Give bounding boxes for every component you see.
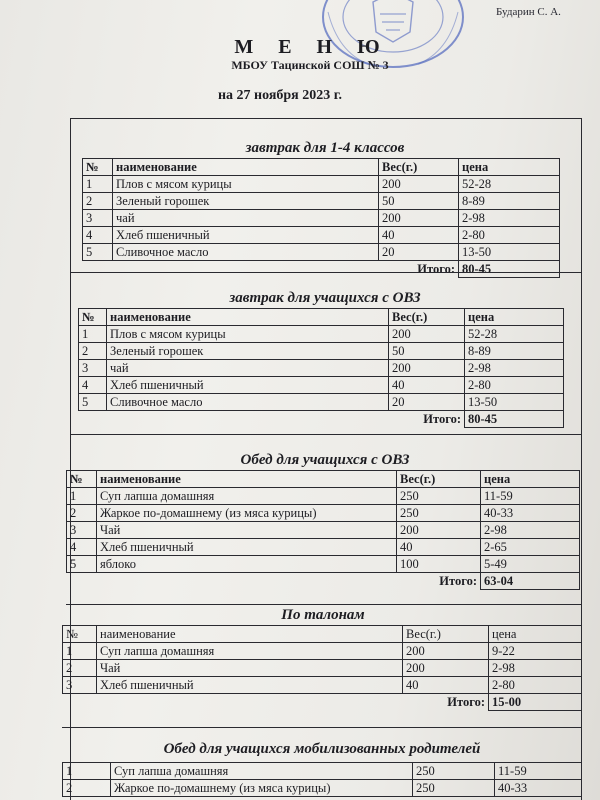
table-row <box>63 660 582 677</box>
table-row <box>63 780 582 797</box>
dish-name: Хлеб пшеничный <box>113 227 379 244</box>
dish-name: Сливочное масло <box>107 394 389 411</box>
dish-price: 9-22 <box>489 643 582 660</box>
dish-price: 2-98 <box>459 210 560 227</box>
table-row <box>63 677 582 694</box>
row-number: 1 <box>79 326 107 343</box>
table-row <box>79 326 564 343</box>
column-header: цена <box>489 626 582 643</box>
table-header-row <box>63 626 582 643</box>
dish-name: Зеленый горошек <box>113 193 379 210</box>
page-title: М Е Н Ю <box>234 36 390 58</box>
table-row <box>83 244 560 261</box>
dish-name: Плов с мясом курицы <box>113 176 379 193</box>
dish-name: Зеленый горошек <box>107 343 389 360</box>
dish-weight: 200 <box>403 660 489 677</box>
table-header-row <box>79 309 564 326</box>
column-header: цена <box>459 159 560 176</box>
section-title: Обед для учащихся мобилизованных родителей <box>163 741 481 757</box>
table-row <box>67 505 580 522</box>
dish-name: Хлеб пшеничный <box>97 677 403 694</box>
dish-price: 2-98 <box>489 660 582 677</box>
menu-table <box>66 470 580 590</box>
dish-price: 2-80 <box>459 227 560 244</box>
menu-table <box>78 308 564 428</box>
column-header: наименование <box>113 159 379 176</box>
row-number: 3 <box>63 677 97 694</box>
dish-price: 13-50 <box>465 394 564 411</box>
column-header: наименование <box>97 626 403 643</box>
total-value: 15-00 <box>489 694 582 711</box>
dish-price: 5-49 <box>481 556 580 573</box>
dish-price: 2-98 <box>465 360 564 377</box>
row-number: 4 <box>79 377 107 394</box>
dish-weight: 250 <box>397 488 481 505</box>
dish-name: Чай <box>97 522 397 539</box>
dish-price: 40-33 <box>495 780 582 797</box>
section-title: По талонам <box>281 607 365 623</box>
row-number: 2 <box>79 343 107 360</box>
column-header: № <box>79 309 107 326</box>
dish-weight: 100 <box>397 556 481 573</box>
row-number: 5 <box>79 394 107 411</box>
dish-weight: 200 <box>403 643 489 660</box>
dish-weight: 40 <box>379 227 459 244</box>
row-number: 2 <box>83 193 113 210</box>
column-header: цена <box>465 309 564 326</box>
table-row <box>83 227 560 244</box>
table-header-row <box>83 159 560 176</box>
column-header: цена <box>481 471 580 488</box>
menu-table <box>62 762 582 797</box>
dish-weight: 40 <box>403 677 489 694</box>
table-row <box>79 394 564 411</box>
dish-price: 11-59 <box>495 763 582 780</box>
row-number: 3 <box>67 522 97 539</box>
dish-weight: 200 <box>397 522 481 539</box>
column-header: № <box>83 159 113 176</box>
dish-weight: 40 <box>389 377 465 394</box>
signer-name: Бударин С. А. <box>496 6 561 18</box>
row-number: 3 <box>79 360 107 377</box>
dish-price: 2-80 <box>465 377 564 394</box>
dish-weight: 200 <box>379 210 459 227</box>
row-number: 1 <box>63 643 97 660</box>
row-number: 4 <box>83 227 113 244</box>
column-header: Вес(г.) <box>397 471 481 488</box>
dish-weight: 250 <box>397 505 481 522</box>
column-header: Вес(г.) <box>389 309 465 326</box>
row-number: 5 <box>67 556 97 573</box>
section-title: Обед для учащихся с ОВЗ <box>240 452 410 468</box>
section-divider <box>62 727 582 728</box>
dish-weight: 50 <box>379 193 459 210</box>
table-header-row <box>67 471 580 488</box>
dish-price: 52-28 <box>459 176 560 193</box>
row-number: 1 <box>67 488 97 505</box>
dish-price: 8-89 <box>459 193 560 210</box>
dish-name: чай <box>107 360 389 377</box>
dish-price: 2-98 <box>481 522 580 539</box>
dish-price: 2-80 <box>489 677 582 694</box>
table-row <box>83 176 560 193</box>
row-number: 3 <box>83 210 113 227</box>
total-label: Итого: <box>67 573 481 590</box>
dish-weight: 250 <box>413 780 495 797</box>
table-row <box>67 522 580 539</box>
table-row <box>83 193 560 210</box>
row-number: 1 <box>83 176 113 193</box>
dish-name: Сливочное масло <box>113 244 379 261</box>
total-row <box>67 573 580 590</box>
dish-name: яблоко <box>97 556 397 573</box>
total-label: Итого: <box>79 411 465 428</box>
dish-name: Хлеб пшеничный <box>107 377 389 394</box>
dish-weight: 50 <box>389 343 465 360</box>
row-number: 5 <box>83 244 113 261</box>
total-row <box>63 694 582 711</box>
table-row <box>79 360 564 377</box>
column-header: № <box>67 471 97 488</box>
table-row <box>79 343 564 360</box>
dish-weight: 20 <box>389 394 465 411</box>
dish-weight: 20 <box>379 244 459 261</box>
dish-name: Суп лапша домашняя <box>111 763 413 780</box>
column-header: Вес(г.) <box>403 626 489 643</box>
table-row <box>63 763 582 780</box>
dish-weight: 250 <box>413 763 495 780</box>
dish-weight: 200 <box>389 360 465 377</box>
table-row <box>79 377 564 394</box>
section-divider <box>70 434 582 435</box>
total-row <box>83 261 560 278</box>
section-divider <box>70 272 582 273</box>
table-row <box>83 210 560 227</box>
menu-table <box>62 625 582 711</box>
dish-price: 2-65 <box>481 539 580 556</box>
dish-price: 40-33 <box>481 505 580 522</box>
dish-price: 52-28 <box>465 326 564 343</box>
dish-price: 8-89 <box>465 343 564 360</box>
row-number: 2 <box>63 780 111 797</box>
table-row <box>67 556 580 573</box>
dish-name: Чай <box>97 660 403 677</box>
dish-name: Плов с мясом курицы <box>107 326 389 343</box>
section-divider <box>66 604 582 605</box>
table-row <box>63 643 582 660</box>
dish-name: Суп лапша домашняя <box>97 643 403 660</box>
dish-name: Хлеб пшеничный <box>97 539 397 556</box>
dish-price: 11-59 <box>481 488 580 505</box>
column-header: № <box>63 626 97 643</box>
menu-date: на 27 ноября 2023 г. <box>217 88 343 103</box>
menu-table <box>82 158 560 278</box>
table-row <box>67 488 580 505</box>
dish-weight: 200 <box>389 326 465 343</box>
table-row <box>67 539 580 556</box>
dish-name: Суп лапша домашняя <box>97 488 397 505</box>
school-name: МБОУ Тацинской СОШ № 3 <box>231 58 389 72</box>
row-number: 2 <box>67 505 97 522</box>
total-value: 63-04 <box>481 573 580 590</box>
dish-weight: 40 <box>397 539 481 556</box>
row-number: 4 <box>67 539 97 556</box>
section-title: завтрак для 1-4 классов <box>245 140 405 156</box>
total-label: Итого: <box>63 694 489 711</box>
total-row <box>79 411 564 428</box>
dish-price: 13-50 <box>459 244 560 261</box>
dish-name: чай <box>113 210 379 227</box>
dish-weight: 200 <box>379 176 459 193</box>
column-header: наименование <box>107 309 389 326</box>
section-title: завтрак для учащихся с ОВЗ <box>229 290 421 306</box>
dish-name: Жаркое по-домашнему (из мяса курицы) <box>111 780 413 797</box>
column-header: наименование <box>97 471 397 488</box>
dish-name: Жаркое по-домашнему (из мяса курицы) <box>97 505 397 522</box>
total-label: Итого: <box>83 261 459 278</box>
total-value: 80-45 <box>465 411 564 428</box>
row-number: 2 <box>63 660 97 677</box>
column-header: Вес(г.) <box>379 159 459 176</box>
total-value: 80-45 <box>459 261 560 278</box>
row-number: 1 <box>63 763 111 780</box>
